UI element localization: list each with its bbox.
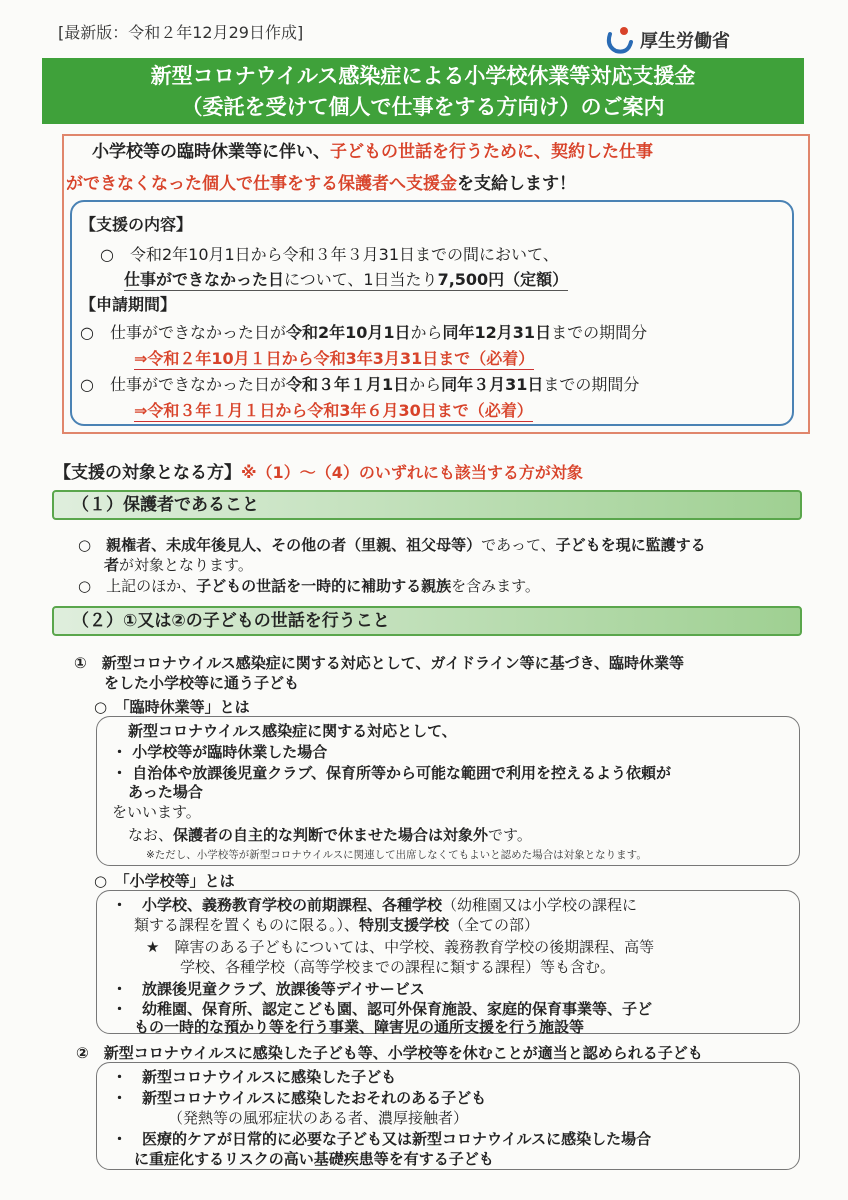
section-1-bullet-2	[78, 575, 540, 596]
item-2-bullet-3: ・ 医療的ケアが日常的に必要な子ども又は新型コロナウイルスに感染した場合	[112, 1130, 652, 1148]
closure-heading: ○ 「臨時休業等」とは	[94, 698, 250, 716]
p2-deadline-text: ⇒令和３年１月１日から令和3年６月30日まで（必着）	[134, 401, 533, 420]
intro-line1a: 小学校等の臨時休業等に伴い、	[92, 142, 330, 162]
item-1-line-1: ① 新型コロナウイルス感染症に関する対応として、ガイドライン等に基づき、臨時休業等	[74, 654, 685, 672]
closure-note	[128, 824, 532, 845]
closure-bullet-2: ・ 自治体や放課後児童クラブ、保育所等から可能な範囲で利用を控えるよう依頼が	[112, 764, 672, 782]
support-period-2-deadline	[134, 398, 533, 421]
p2-b: 令和３年１月1日	[285, 375, 410, 394]
item-2-bullet-3-cont: に重症化するリスクの高い基礎疾患等を有する子ども	[134, 1150, 494, 1168]
p2-d: 同年３月31日	[441, 375, 544, 394]
school-bullet-1	[112, 894, 637, 915]
school-b1-b: （幼稚園又は小学校の課程に	[442, 896, 638, 914]
section-1-bullet-1-cont	[104, 554, 253, 575]
support-content-line-a: ○ 令和2年10月1日から令和３年３月31日までの間において、	[100, 245, 559, 264]
school-heading: ○ 「小学校等」とは	[94, 872, 235, 890]
closure-end: をいいます。	[112, 803, 201, 821]
p1-c: から	[410, 323, 443, 342]
p1-e: までの期間分	[551, 323, 648, 342]
support-content-per-day: について、1日当たり	[284, 270, 438, 289]
s1-b1-a: ○ 親権者、未成年後見人、その他の者（里親、祖父母等）	[78, 536, 482, 554]
s1-b1-e: が対象となります。	[119, 556, 253, 574]
ministry-logo	[604, 24, 764, 54]
support-content-heading: 【支援の内容】	[80, 215, 193, 234]
school-bullet-3: ・ 幼稚園、保育所、認定こども園、認可外保育施設、家庭的保育事業等、子ど	[112, 1000, 653, 1018]
closure-intro: 新型コロナウイルス感染症に関する対応として、	[128, 722, 457, 740]
school-star-2: 学校、各種学校（高等学校までの課程に類する課程）等も含む。	[180, 958, 616, 976]
school-b1-d: 特別支援学校	[359, 916, 450, 934]
school-bullet-1-cont	[134, 914, 539, 935]
school-b1-a: ・ 小学校、義務教育学校の前期課程、各種学校	[112, 896, 443, 914]
closure-bullet-2-cont: あった場合	[128, 783, 203, 801]
s1-b2-b: 子どもの世話を一時的に補助する親族	[196, 577, 452, 595]
p1-deadline-text: ⇒令和２年10月１日から令和3年3月31日まで（必着）	[134, 349, 535, 368]
item-2-bullet-1: ・ 新型コロナウイルスに感染した子ども	[112, 1068, 397, 1086]
s1-b2-c: を含みます。	[451, 577, 540, 595]
s1-b2-a: ○ 上記のほか、	[78, 577, 197, 595]
support-content-amount: 7,500円（定額）	[437, 270, 569, 289]
item-2-bullet-2-sub: （発熱等の風邪症状のある者、濃厚接触者）	[168, 1109, 469, 1127]
title-line-2: （委託を受けて個人で仕事をする方向け）のご案内	[181, 95, 665, 119]
p1-d: 同年12月31日	[442, 323, 552, 342]
intro-line2b: を支給します！	[457, 174, 576, 194]
closure-note-b: 保護者の自主的な判断で休ませた場合は対象外	[173, 826, 489, 844]
item-1-line-2: をした小学校等に通う子ども	[104, 674, 300, 692]
support-period-2	[80, 372, 639, 395]
item-2-heading: ② 新型コロナウイルスに感染した子ども等、小学校等を休むことが適当と認められる子ども	[76, 1044, 703, 1062]
section-1-header: （１）保護者であること	[52, 490, 802, 520]
support-content-days: 仕事ができなかった日	[124, 270, 285, 289]
school-b1-e: （全ての部）	[449, 916, 540, 934]
support-period-heading: 【申請期間】	[80, 295, 177, 314]
intro-text	[66, 136, 796, 200]
ministry-logo-icon	[604, 24, 634, 54]
closure-note-c: です。	[488, 826, 532, 844]
s1-b1-b: であって、	[481, 536, 556, 554]
support-period-1	[80, 320, 647, 343]
title-line-1: 新型コロナウイルス感染症による小学校休業等対応支援金	[150, 64, 696, 88]
p1-a: ○ 仕事ができなかった日が	[80, 323, 286, 342]
closure-note-a: なお、	[128, 826, 174, 844]
p2-e: までの期間分	[543, 375, 640, 394]
section-1-bullet-1	[78, 534, 706, 555]
intro-line2a: ができなくなった個人で仕事をする保護者へ支援金	[66, 174, 457, 194]
s1-b1-d: 者	[104, 556, 120, 574]
item-2-bullet-2: ・ 新型コロナウイルスに感染したおそれのある子ども	[112, 1089, 487, 1107]
school-b1-c: 類する課程を置くものに限る。）、	[134, 916, 360, 934]
school-bullet-3-cont: もの一時的な預かり等を行う事業、障害児の通所支援を行う施設等	[134, 1018, 585, 1036]
closure-small-note: ※ただし、小学校等が新型コロナウイルスに関連して出席しなくてもよいと認めた場合は対象となります。	[146, 849, 647, 861]
s1-b1-c: 子どもを現に監護する	[555, 536, 706, 554]
ministry-name: 厚生労働省	[640, 31, 730, 52]
support-content-line-b	[124, 267, 568, 290]
p2-c: から	[409, 375, 442, 394]
page-title	[42, 58, 804, 124]
target-heading-label: 【支援の対象となる方】	[54, 463, 241, 483]
support-period-1-deadline	[134, 346, 534, 369]
target-heading	[54, 458, 583, 483]
p2-a: ○ 仕事ができなかった日が	[80, 375, 286, 394]
school-bullet-2: ・ 放課後児童クラブ、放課後等デイサービス	[112, 980, 425, 998]
p1-b: 令和2年10月1日	[285, 323, 411, 342]
intro-line1b: 子どもの世話を行うために、契約した仕事	[330, 142, 653, 162]
edition-date: [最新版：令和２年12月29日作成]	[58, 23, 304, 42]
school-star-1: ★ 障害のある子どもについては、中学校、義務教育学校の後期課程、高等	[146, 938, 655, 956]
target-heading-note: ※（1）～（4）のいずれにも該当する方が対象	[241, 463, 583, 482]
section-2-header: （２）①又は②の子どもの世話を行うこと	[52, 606, 802, 636]
closure-bullet-1: ・ 小学校等が臨時休業した場合	[112, 743, 328, 761]
